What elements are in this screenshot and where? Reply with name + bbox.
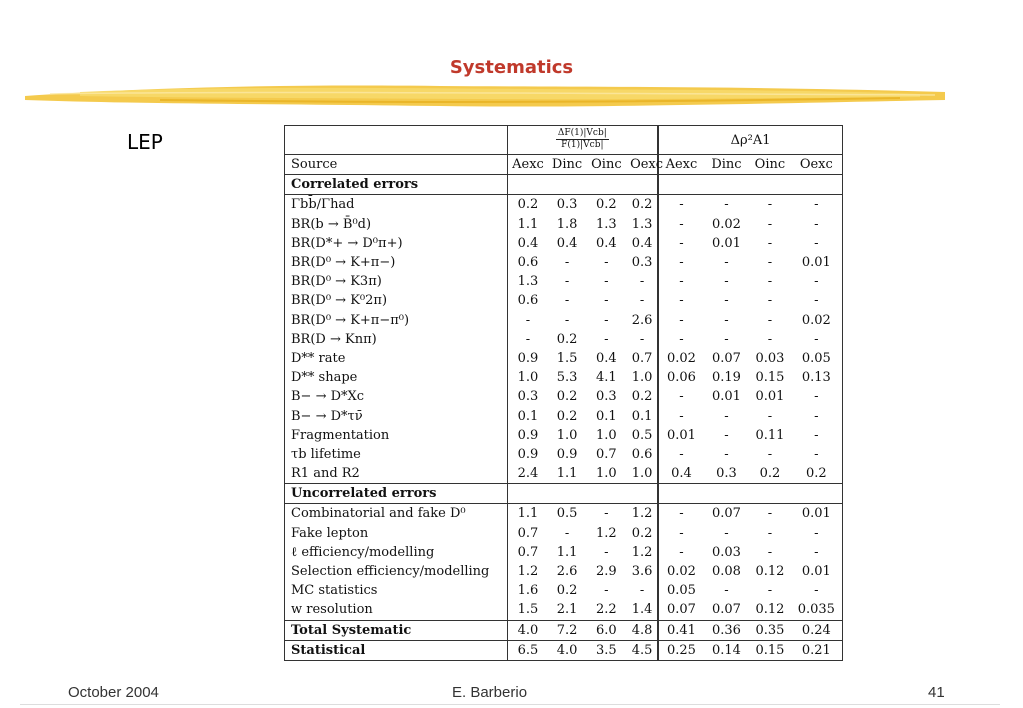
source-cell: Statistical	[285, 640, 508, 660]
value-cell: 1.0	[596, 466, 617, 482]
value-cell: -	[814, 525, 819, 541]
value-cell: 1.4	[631, 602, 653, 618]
value-cell: 0.36	[704, 620, 750, 640]
section-header-row	[285, 484, 843, 504]
value-cell: 0.01	[711, 389, 741, 405]
title-brush-stroke	[20, 74, 950, 114]
source-cell: D** rate	[291, 350, 346, 366]
table-row	[285, 272, 843, 291]
value-cell: 0.07	[658, 600, 704, 620]
value-cell: 0.7	[507, 524, 548, 543]
value-cell: 0.1	[631, 408, 653, 424]
value-cell: -	[767, 583, 773, 599]
value-cell: 0.08	[711, 564, 741, 580]
source-cell: BR(D⁰ → K3π)	[291, 274, 382, 290]
value-cell: 4.8	[627, 620, 658, 640]
value-cell: 0.2	[627, 195, 658, 215]
table-row	[285, 406, 843, 425]
value-cell: 0.2	[631, 389, 653, 405]
value-cell: -	[604, 255, 609, 271]
value-cell: -	[814, 274, 819, 290]
value-cell: -	[604, 583, 609, 599]
value-cell: 0.13	[801, 370, 831, 386]
value-cell: 0.2	[556, 331, 578, 347]
vcb-numerator: ΔF(1)|Vcb|	[557, 127, 607, 138]
vcb-denominator: F(1)|Vcb|	[561, 139, 604, 150]
value-cell: -	[767, 274, 773, 290]
value-cell: 2.6	[556, 564, 578, 580]
value-cell: 0.02	[801, 312, 831, 328]
value-cell: -	[586, 504, 627, 524]
value-cell: 1.2	[631, 544, 653, 560]
value-cell: 0.11	[755, 427, 785, 443]
table-row	[285, 445, 843, 464]
value-cell: -	[791, 195, 843, 215]
footer-divider	[20, 704, 1000, 705]
value-cell: -	[564, 255, 570, 271]
source-cell: Selection efficiency/modelling	[291, 564, 490, 580]
value-cell: 0.07	[704, 504, 750, 524]
table-row	[285, 600, 843, 620]
systematics-table	[284, 125, 843, 661]
source-cell: Fake lepton	[291, 525, 369, 541]
column-header: Dinc	[548, 155, 585, 175]
value-cell: -	[814, 293, 819, 309]
value-cell: 0.9	[507, 426, 548, 445]
value-cell: 0.14	[704, 640, 750, 660]
source-cell: R1 and R2	[291, 466, 360, 482]
value-cell: 1.3	[596, 216, 617, 232]
value-cell: -	[814, 408, 819, 424]
table-row	[285, 195, 843, 215]
value-cell: 1.0	[507, 368, 548, 387]
table-row	[285, 504, 843, 524]
section-title: Uncorrelated errors	[285, 484, 508, 504]
value-cell: 0.07	[711, 602, 741, 618]
value-cell: 0.2	[556, 408, 578, 424]
section-filler	[658, 484, 842, 504]
source-cell: MC statistics	[291, 583, 378, 599]
value-cell: 1.0	[631, 370, 653, 386]
value-cell: -	[724, 446, 729, 462]
column-header-row	[285, 155, 843, 175]
value-cell: -	[814, 427, 819, 443]
value-cell: -	[724, 255, 729, 271]
value-cell: -	[767, 331, 773, 347]
value-cell: 0.02	[658, 349, 704, 368]
table-row	[285, 311, 843, 330]
value-cell: 1.5	[507, 600, 548, 620]
section-filler	[507, 484, 658, 504]
value-cell: 0.5	[548, 504, 585, 524]
value-cell: 0.3	[631, 255, 653, 271]
value-cell: -	[564, 274, 570, 290]
value-cell: 0.3	[716, 466, 737, 482]
value-cell: 0.05	[801, 350, 831, 366]
source-cell: B− → D*Xc	[291, 389, 365, 405]
value-cell: 1.0	[596, 427, 617, 443]
side-label-lep: LEP	[127, 130, 163, 154]
value-cell: 0.2	[631, 525, 653, 541]
value-cell: 7.2	[548, 620, 585, 640]
column-header-source: Source	[285, 155, 508, 175]
value-cell: 6.0	[586, 620, 627, 640]
value-cell: -	[604, 544, 609, 560]
group-header-blank	[285, 126, 508, 155]
value-cell: 1.6	[507, 581, 548, 600]
value-cell: -	[604, 274, 609, 290]
value-cell: 0.9	[507, 445, 548, 464]
table-row	[285, 291, 843, 310]
value-cell: -	[814, 446, 819, 462]
value-cell: 1.0	[556, 427, 578, 443]
value-cell: -	[767, 544, 773, 560]
vcb-group-header	[507, 126, 658, 155]
value-cell: -	[658, 406, 704, 425]
value-cell: 1.5	[556, 350, 578, 366]
section-title: Correlated errors	[285, 175, 508, 195]
footer-author: E. Barberio	[452, 684, 528, 701]
value-cell: -	[658, 234, 704, 253]
value-cell: -	[658, 445, 704, 464]
table-row	[285, 426, 843, 445]
value-cell: -	[639, 583, 645, 599]
value-cell: 1.2	[596, 525, 617, 541]
value-cell: 0.2	[805, 466, 827, 482]
value-cell: 0.4	[507, 234, 548, 253]
column-header: Oinc	[586, 155, 627, 175]
value-cell: 0.12	[755, 602, 785, 618]
value-cell: 0.02	[711, 216, 741, 232]
column-header: Oinc	[749, 155, 790, 175]
table-row	[285, 215, 843, 234]
value-cell: 0.07	[711, 350, 741, 366]
value-cell: 1.2	[507, 562, 548, 581]
source-cell: D** shape	[291, 370, 358, 386]
value-cell: -	[814, 583, 819, 599]
value-cell: 0.2	[759, 466, 781, 482]
value-cell: -	[658, 253, 704, 272]
value-cell: 0.9	[556, 446, 578, 462]
group-header-row	[285, 126, 843, 155]
value-cell: -	[658, 504, 704, 524]
value-cell: 0.35	[749, 620, 790, 640]
value-cell: 1.8	[556, 216, 578, 232]
value-cell: 0.3	[596, 389, 617, 405]
table-row	[285, 562, 843, 581]
table-row	[285, 464, 843, 484]
value-cell: 0.9	[507, 349, 548, 368]
value-cell: -	[724, 427, 729, 443]
value-cell: 0.2	[556, 389, 578, 405]
value-cell: 0.01	[791, 504, 843, 524]
value-cell: 0.01	[801, 255, 831, 271]
section-header-row	[285, 175, 843, 195]
section-filler	[658, 175, 842, 195]
value-cell: -	[658, 387, 704, 406]
value-cell: 2.2	[596, 602, 617, 618]
table-row	[285, 368, 843, 387]
table-row	[285, 524, 843, 543]
value-cell: -	[604, 312, 609, 328]
value-cell: 2.9	[596, 564, 617, 580]
value-cell: -	[639, 293, 645, 309]
value-cell: 1.3	[507, 272, 548, 291]
value-cell: -	[814, 216, 819, 232]
value-cell: 0.6	[507, 253, 548, 272]
value-cell: 0.41	[658, 620, 704, 640]
value-cell: -	[724, 583, 729, 599]
value-cell: -	[767, 293, 773, 309]
value-cell: 0.25	[658, 640, 704, 660]
value-cell: -	[658, 524, 704, 543]
value-cell: -	[814, 389, 819, 405]
value-cell: 0.4	[596, 350, 617, 366]
value-cell: 0.2	[586, 195, 627, 215]
value-cell: 3.5	[586, 640, 627, 660]
value-cell: 0.7	[596, 446, 617, 462]
value-cell: 2.1	[556, 602, 578, 618]
value-cell: -	[639, 274, 645, 290]
value-cell: -	[724, 274, 729, 290]
value-cell: 0.4	[556, 235, 578, 251]
value-cell: 0.01	[801, 564, 831, 580]
value-cell: 2.6	[631, 312, 653, 328]
value-cell: 0.7	[507, 543, 548, 562]
table-row	[285, 349, 843, 368]
value-cell: -	[658, 215, 704, 234]
source-cell: Combinatorial and fake D⁰	[285, 504, 508, 524]
column-header: Aexc	[658, 155, 704, 175]
value-cell: 2.4	[507, 464, 548, 484]
source-cell: BR(D → Knπ)	[291, 331, 377, 347]
value-cell: 0.12	[755, 564, 785, 580]
rho-group-header: Δρ²A1	[658, 126, 842, 155]
value-cell: -	[507, 311, 548, 330]
value-cell: -	[814, 544, 819, 560]
value-cell: 0.6	[507, 291, 548, 310]
source-cell: BR(D⁰ → K+π−)	[291, 255, 396, 271]
footer-page-number: 41	[928, 684, 945, 701]
value-cell: 0.6	[631, 446, 653, 462]
value-cell: 1.0	[631, 466, 653, 482]
value-cell: -	[767, 446, 773, 462]
value-cell: -	[564, 293, 570, 309]
value-cell: -	[767, 255, 773, 271]
value-cell: 1.1	[507, 215, 548, 234]
source-cell: BR(D*+ → D⁰π+)	[291, 235, 403, 251]
value-cell: 0.4	[658, 464, 704, 484]
value-cell: 0.03	[755, 350, 785, 366]
value-cell: 0.5	[631, 427, 653, 443]
table-row	[285, 330, 843, 349]
section-filler	[507, 175, 658, 195]
value-cell: -	[724, 525, 729, 541]
source-cell: w resolution	[291, 602, 373, 618]
value-cell: 0.4	[631, 235, 653, 251]
value-cell: -	[767, 235, 773, 251]
source-cell: Fragmentation	[291, 427, 390, 443]
value-cell: 0.7	[631, 350, 653, 366]
value-cell: 0.03	[711, 544, 741, 560]
value-cell: -	[749, 195, 790, 215]
value-cell: 0.3	[548, 195, 585, 215]
value-cell: 0.1	[596, 408, 617, 424]
value-cell: -	[658, 195, 704, 215]
column-header: Dinc	[704, 155, 750, 175]
value-cell: -	[749, 504, 790, 524]
table-row	[285, 253, 843, 272]
value-cell: -	[658, 543, 704, 562]
value-cell: 0.05	[658, 581, 704, 600]
systematics-table-container	[284, 125, 843, 661]
value-cell: 0.24	[791, 620, 843, 640]
value-cell: 1.2	[627, 504, 658, 524]
value-cell: 1.3	[631, 216, 653, 232]
source-cell: Γbb̄/Γhad	[285, 195, 508, 215]
source-cell: Total Systematic	[285, 620, 508, 640]
total-systematic-row	[285, 620, 843, 640]
source-cell: τb lifetime	[291, 446, 361, 462]
value-cell: 3.6	[631, 564, 653, 580]
value-cell: 0.19	[711, 370, 741, 386]
column-header: Aexc	[507, 155, 548, 175]
value-cell: 0.035	[797, 602, 835, 618]
value-cell: -	[767, 408, 773, 424]
statistical-row	[285, 640, 843, 660]
value-cell: 0.15	[749, 640, 790, 660]
table-row	[285, 543, 843, 562]
column-header: Oexc	[791, 155, 843, 175]
footer-date: October 2004	[68, 684, 159, 701]
value-cell: 0.01	[755, 389, 785, 405]
value-cell: 1.1	[556, 544, 578, 560]
value-cell: 0.4	[596, 235, 617, 251]
value-cell: -	[767, 312, 773, 328]
value-cell: 6.5	[507, 640, 548, 660]
source-cell: BR(D⁰ → K⁰2π)	[291, 293, 388, 309]
value-cell: -	[814, 331, 819, 347]
value-cell: 0.15	[755, 370, 785, 386]
table-row	[285, 234, 843, 253]
column-header: Oexc	[627, 155, 658, 175]
value-cell: -	[724, 331, 729, 347]
value-cell: -	[658, 311, 704, 330]
value-cell: -	[564, 525, 570, 541]
value-cell: -	[767, 525, 773, 541]
value-cell: -	[724, 408, 729, 424]
value-cell: 4.5	[627, 640, 658, 660]
value-cell: 4.1	[596, 370, 617, 386]
value-cell: -	[604, 331, 609, 347]
value-cell: 4.0	[507, 620, 548, 640]
table-row	[285, 387, 843, 406]
value-cell: 0.1	[507, 406, 548, 425]
value-cell: 4.0	[548, 640, 585, 660]
value-cell: 1.1	[507, 504, 548, 524]
value-cell: 1.1	[556, 466, 578, 482]
value-cell: -	[814, 235, 819, 251]
value-cell: -	[658, 272, 704, 291]
value-cell: -	[767, 216, 773, 232]
table-row	[285, 581, 843, 600]
value-cell: 0.2	[556, 583, 578, 599]
source-cell: ℓ efficiency/modelling	[291, 544, 435, 560]
value-cell: 0.06	[658, 368, 704, 387]
value-cell: -	[507, 330, 548, 349]
value-cell: 0.3	[507, 387, 548, 406]
value-cell: -	[604, 293, 609, 309]
value-cell: -	[639, 331, 645, 347]
slide-title: Systematics	[449, 57, 574, 78]
vcb-fraction	[556, 128, 609, 151]
value-cell: -	[704, 195, 750, 215]
value-cell: -	[658, 291, 704, 310]
value-cell: 0.01	[711, 235, 741, 251]
value-cell: 0.02	[658, 562, 704, 581]
value-cell: -	[724, 293, 729, 309]
value-cell: 0.01	[658, 426, 704, 445]
source-cell: B− → D*τν̄	[291, 408, 363, 424]
value-cell: 0.21	[791, 640, 843, 660]
value-cell: -	[724, 312, 729, 328]
source-cell: BR(b → B̄⁰d)	[291, 216, 372, 232]
value-cell: -	[564, 312, 570, 328]
value-cell: -	[658, 330, 704, 349]
source-cell: BR(D⁰ → K+π−π⁰)	[291, 312, 410, 328]
value-cell: 5.3	[556, 370, 578, 386]
value-cell: 0.2	[507, 195, 548, 215]
